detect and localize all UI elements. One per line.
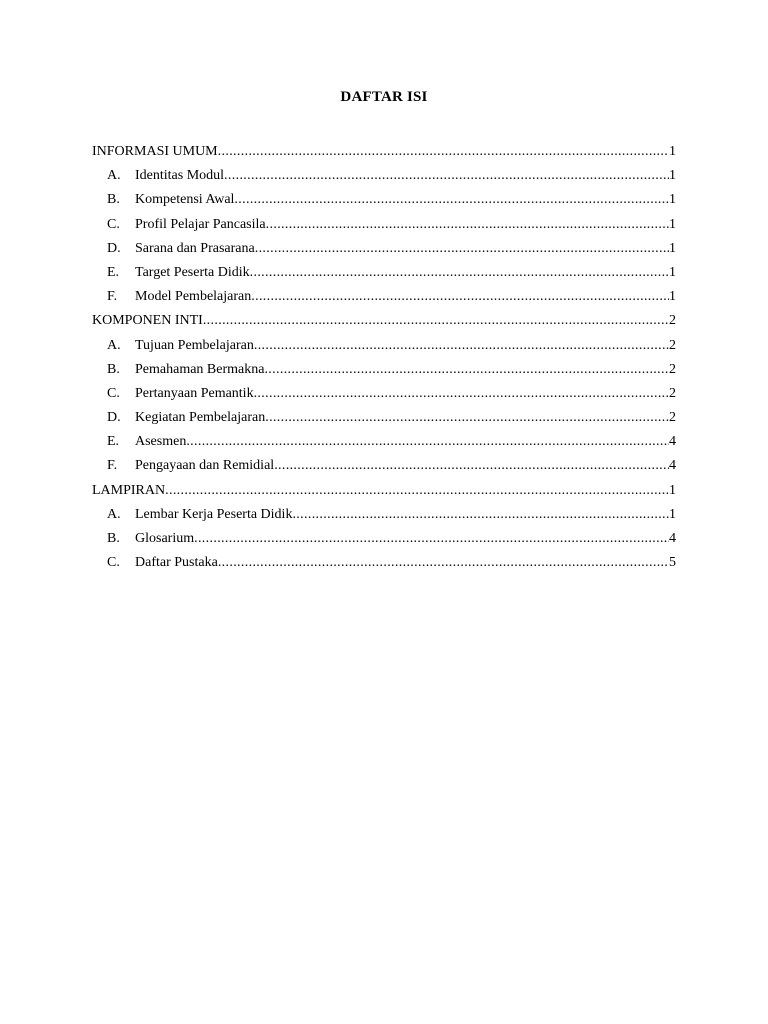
- toc-item-letter: D.: [107, 240, 121, 256]
- toc-item-label: Pengayaan dan Remidial: [135, 458, 275, 474]
- table-of-contents: [92, 141, 676, 576]
- toc-item-letter: F.: [107, 458, 118, 474]
- toc-page-number: 1: [669, 240, 676, 256]
- toc-page-number: 1: [669, 289, 676, 305]
- toc-item-letter: A.: [107, 168, 121, 184]
- toc-page-number: 1: [669, 506, 676, 522]
- toc-item[interactable]: [92, 335, 676, 359]
- toc-item[interactable]: [92, 552, 676, 576]
- toc-item-label: Lembar Kerja Peserta Didik: [135, 506, 293, 522]
- toc-page-number: 5: [669, 555, 676, 571]
- toc-item-label: Target Peserta Didik: [135, 264, 250, 280]
- toc-item[interactable]: [92, 359, 676, 383]
- toc-page-number: 1: [669, 216, 676, 232]
- toc-item-letter: C.: [107, 555, 120, 571]
- toc-section-komponen-inti[interactable]: [92, 310, 676, 334]
- toc-page-number: 1: [669, 168, 676, 184]
- toc-leader: [194, 528, 669, 550]
- toc-leader: [264, 359, 669, 381]
- toc-page-number: 4: [669, 458, 676, 474]
- toc-item[interactable]: [92, 286, 676, 310]
- toc-page-number: 4: [669, 531, 676, 546]
- toc-page-number: 1: [669, 144, 676, 159]
- toc-page-number: 2: [669, 361, 676, 377]
- toc-leader: [186, 431, 669, 453]
- toc-item-label: Kompetensi Awal: [135, 192, 235, 208]
- toc-section-label: LAMPIRAN: [92, 482, 166, 498]
- toc-item-letter: C.: [107, 216, 120, 232]
- toc-item[interactable]: [92, 214, 676, 238]
- toc-item-label: Profil Pelajar Pancasila: [135, 216, 266, 232]
- toc-item-letter: A.: [107, 506, 121, 522]
- toc-item-label: Pemahaman Bermakna: [135, 361, 265, 377]
- toc-page-number: 2: [669, 410, 676, 426]
- toc-item-label: Identitas Modul: [135, 168, 225, 184]
- toc-item-label: Model Pembelajaran: [135, 289, 252, 305]
- toc-item-letter: E.: [107, 264, 120, 280]
- toc-item[interactable]: [92, 383, 676, 407]
- toc-item[interactable]: [92, 528, 676, 552]
- toc-page-number: 1: [669, 192, 676, 208]
- toc-item-letter: B.: [107, 192, 120, 208]
- toc-item-label: Sarana dan Prasarana: [135, 240, 255, 256]
- toc-section-label: KOMPONEN INTI: [92, 313, 203, 329]
- toc-leader: [292, 504, 669, 526]
- page-title: DAFTAR ISI: [340, 89, 428, 105]
- toc-page-number: 1: [669, 482, 676, 498]
- toc-page-number: 2: [669, 385, 676, 401]
- toc-item-label: Kegiatan Pembelajaran: [135, 410, 266, 426]
- toc-item[interactable]: [92, 431, 676, 455]
- toc-leader: [234, 189, 669, 211]
- toc-section-label: INFORMASI UMUM: [92, 144, 218, 159]
- toc-leader: [254, 335, 669, 357]
- toc-leader: [251, 286, 669, 308]
- toc-item-label: Tujuan Pembelajaran: [135, 337, 254, 353]
- toc-leader: [266, 214, 669, 236]
- toc-leader: [218, 141, 669, 163]
- toc-item[interactable]: [92, 504, 676, 528]
- toc-leader: [255, 238, 669, 260]
- toc-section-lampiran[interactable]: [92, 480, 676, 504]
- toc-item-letter: D.: [107, 410, 121, 426]
- toc-item[interactable]: [92, 165, 676, 189]
- toc-item-letter: F.: [107, 289, 118, 305]
- toc-leader: [203, 310, 669, 332]
- toc-page-number: 1: [669, 264, 676, 280]
- toc-item-letter: C.: [107, 385, 120, 401]
- toc-item[interactable]: [92, 189, 676, 213]
- toc-item[interactable]: [92, 262, 676, 286]
- toc-section-informasi-umum[interactable]: [92, 141, 676, 165]
- toc-leader: [254, 383, 669, 405]
- toc-item[interactable]: [92, 455, 676, 479]
- toc-page-number: 2: [669, 313, 676, 329]
- toc-item[interactable]: [92, 238, 676, 262]
- toc-item-letter: B.: [107, 361, 120, 377]
- toc-leader: [224, 165, 669, 187]
- toc-item-label: Glosarium: [135, 531, 195, 546]
- toc-item-letter: A.: [107, 337, 121, 353]
- toc-item[interactable]: [92, 407, 676, 431]
- toc-leader: [165, 480, 669, 502]
- toc-leader: [265, 407, 669, 429]
- toc-item-letter: E.: [107, 434, 120, 450]
- toc-page-number: 2: [669, 337, 676, 353]
- toc-leader: [250, 262, 669, 284]
- toc-item-label: Pertanyaan Pemantik: [135, 385, 254, 401]
- toc-leader: [274, 455, 669, 477]
- toc-item-label: Daftar Pustaka: [135, 555, 218, 571]
- toc-item-letter: B.: [107, 531, 120, 546]
- toc-item-label: Asesmen: [135, 434, 187, 450]
- toc-page-number: 4: [669, 434, 676, 450]
- toc-leader: [218, 552, 669, 574]
